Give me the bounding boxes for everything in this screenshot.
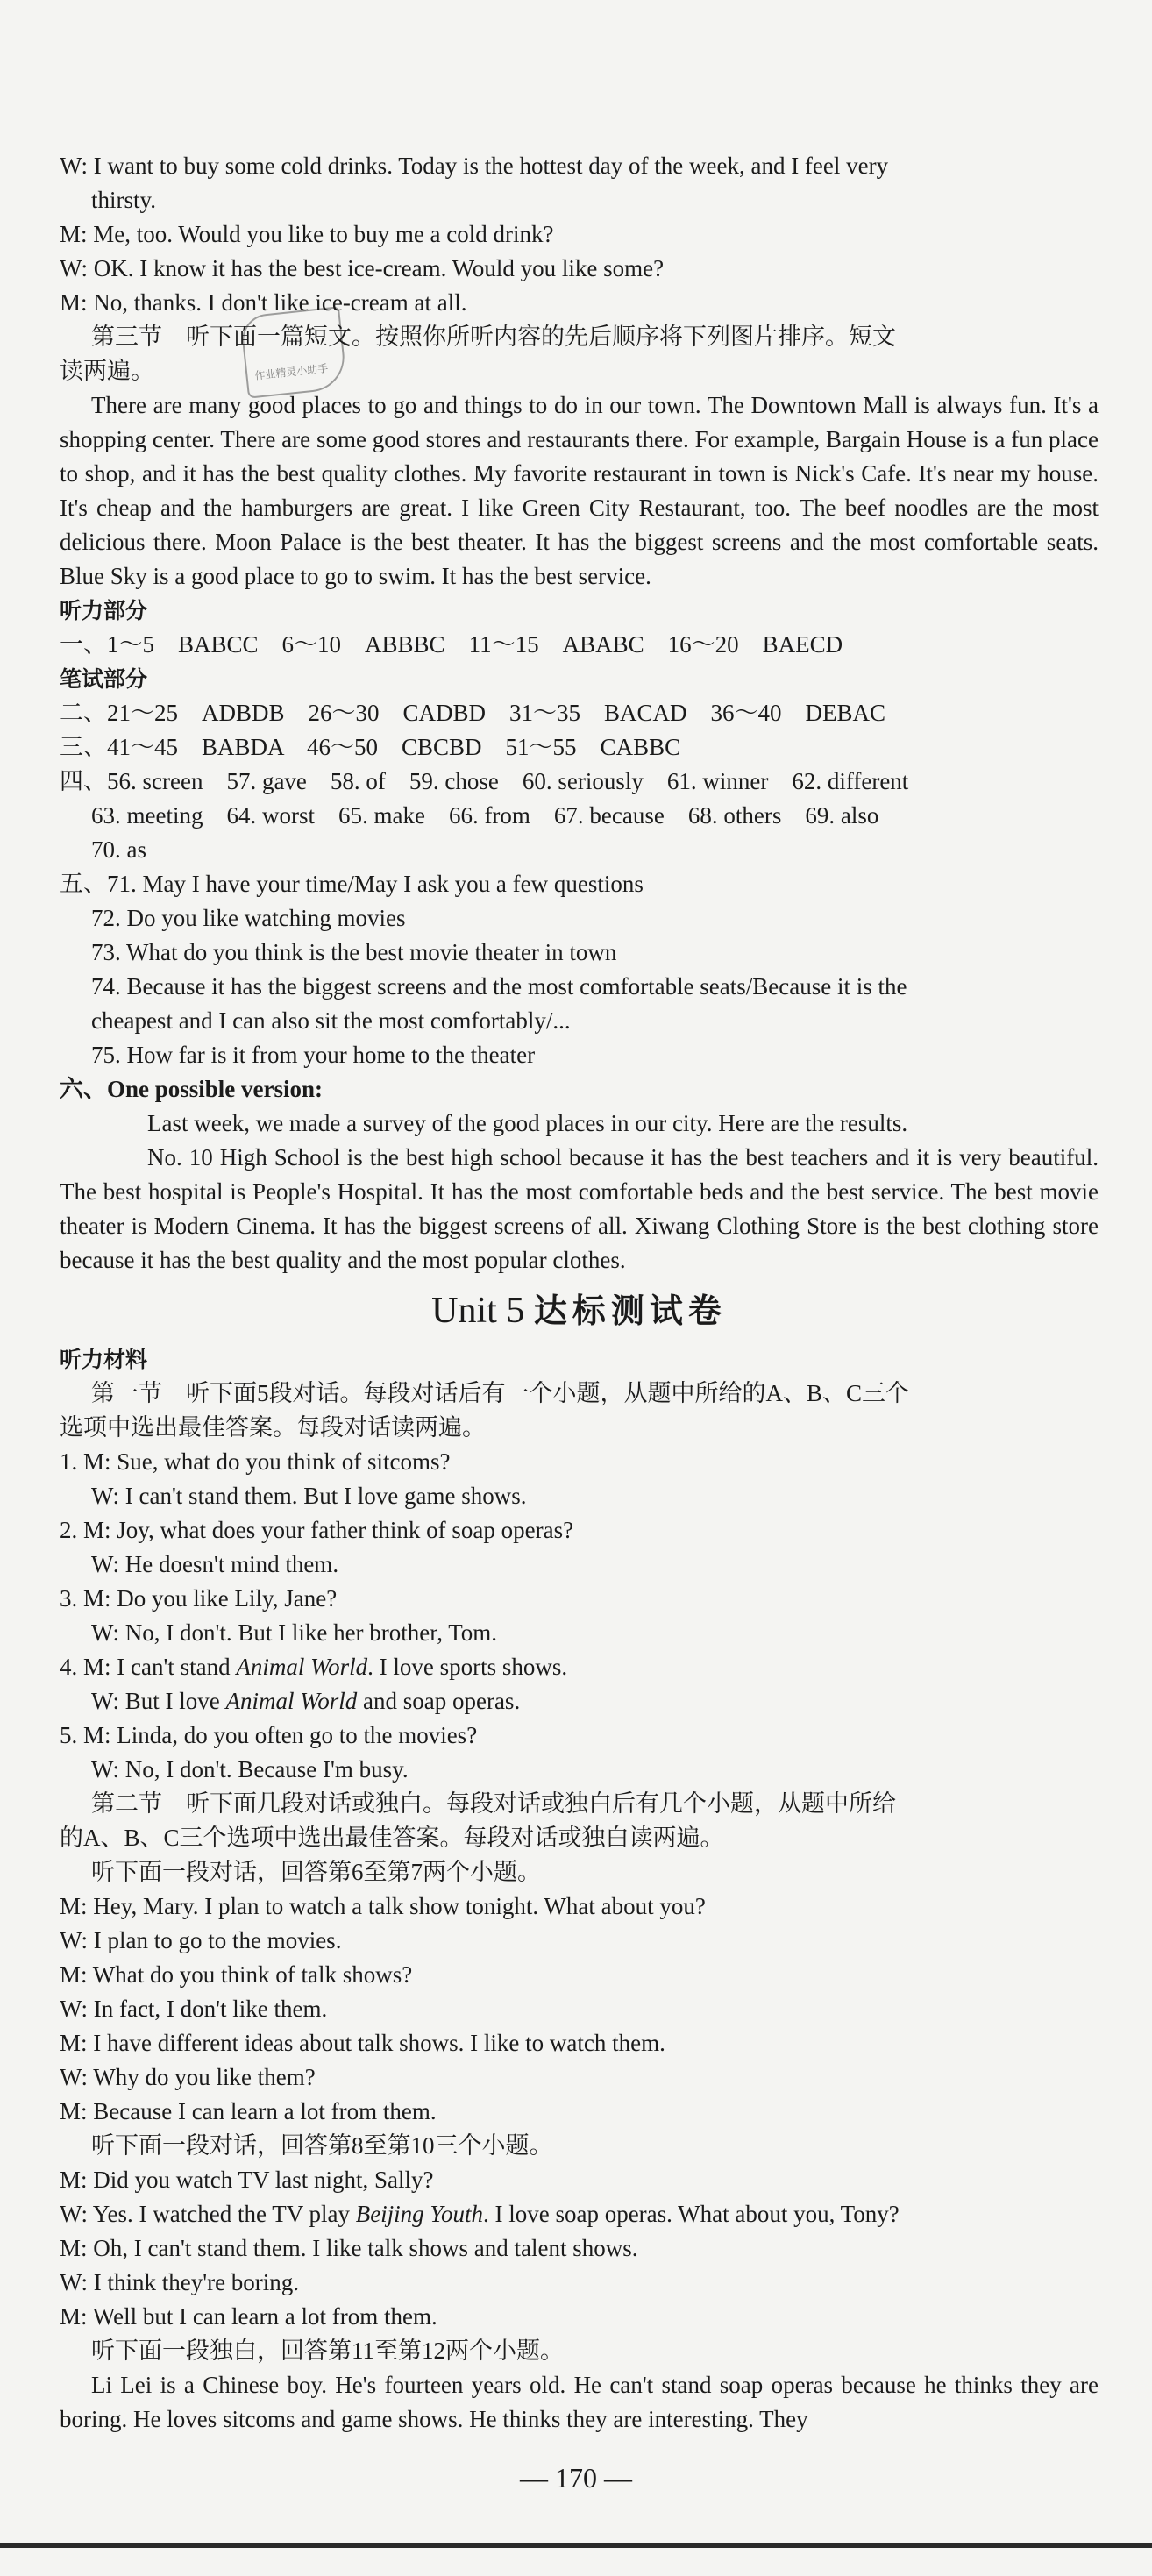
dialogue-line: [60, 1684, 1099, 1719]
section-intro: 第二节 听下面几段对话或独白。每段对话或独白后有几个小题，从题中所给: [91, 1790, 896, 1817]
answer-row: 73. What do you think is the best movie theater in town: [91, 939, 617, 965]
dialogue-line: W: Why do you like them?: [60, 2064, 316, 2090]
dialogue-line: M: Hey, Mary. I plan to watch a talk show tonight. What about you?: [60, 1893, 706, 1919]
answer-row: 四、56. screen 57. gave 58. of 59. chose 60. seriously 61. winner 62. different: [60, 768, 909, 794]
dialogue-line: W: In fact, I don't like them.: [60, 1996, 328, 2022]
answer-row: 五、71. May I have your time/May I ask you a few questions: [60, 871, 644, 897]
section-intro: 第一节 听下面5段对话。每段对话后有一个小题，从题中所给的A、B、C三个: [91, 1380, 910, 1406]
dialogue-line: W: I want to buy some cold drinks. Today is the hottest day of the week, and I feel very: [60, 153, 889, 179]
section-intro: 第三节 听下面一篇短文。按照你所听内容的先后顺序将下列图片排序。短文: [91, 324, 896, 350]
dialogue-line: M: No, thanks. I don't like ice-cream at all.: [60, 289, 467, 316]
writing-heading: 笔试部分: [60, 666, 148, 692]
dialogue-line: M: Well but I can learn a lot from them.: [60, 2303, 437, 2330]
dialogue-line: 2. M: Joy, what does your father think of soap operas?: [60, 1517, 574, 1543]
dialogue-line: M: Me, too. Would you like to buy me a cold drink?: [60, 221, 554, 247]
text-segment: W: But I love: [91, 1688, 226, 1714]
question-instruction: 听下面一段独白，回答第11至第12两个小题。: [91, 2338, 564, 2364]
question-instruction: 听下面一段对话，回答第8至第10三个小题。: [91, 2132, 553, 2159]
dialogue-line: thirsty.: [91, 187, 156, 213]
dialogue-line: W: I think they're boring.: [60, 2269, 300, 2295]
answer-row: 一、1～5 BABCC 6～10 ABBBC 11～15 ABABC 16～20 BAECD: [60, 631, 843, 658]
dialogue-line: M: I have different ideas about talk shows. I like to watch them.: [60, 2030, 665, 2056]
section-intro: 读两遍。: [60, 358, 154, 384]
italic-title: Animal World: [225, 1688, 358, 1714]
section-intro: 选项中选出最佳答案。每段对话读两遍。: [60, 1414, 486, 1441]
section-intro: 的A、B、C三个选项中选出最佳答案。每段对话或独白读两遍。: [60, 1825, 724, 1851]
dialogue-line: M: Because I can learn a lot from them.: [60, 2098, 437, 2124]
answer-row: 70. as: [91, 836, 146, 863]
answer-row: 63. meeting 64. worst 65. make 66. from 67. because 68. others 69. also: [91, 802, 879, 829]
answer-row: 72. Do you like watching movies: [91, 905, 406, 931]
answer-row: cheapest and I can also sit the most comfortably/...: [91, 1007, 571, 1034]
unit-title-en: Unit 5: [431, 1291, 525, 1331]
essay-paragraph: No. 10 High School is the best high school because it has the best teachers and it is very beautiful. The best hospital is People's Hospital. It has the most comfortable beds and the best service. The best movie theater is Modern Cinema. It has the biggest screens of all. Xiwang Clothing Store is the best clothing store because it has the best quality and the most popular clothes.: [60, 1144, 1099, 1273]
dialogue-line: W: I can't stand them. But I love game shows.: [91, 1483, 527, 1509]
dialogue-line: 5. M: Linda, do you often go to the movies?: [60, 1722, 478, 1748]
essay-label: 六、One possible version:: [60, 1076, 324, 1102]
dialogue-line: W: No, I don't. Because I'm busy.: [91, 1756, 409, 1783]
dialogue-line: M: Did you watch TV last night, Sally?: [60, 2167, 434, 2193]
text-segment: and soap operas.: [357, 1688, 521, 1714]
page-number: — 170 —: [520, 2462, 632, 2494]
dialogue-line: [60, 1650, 1099, 1684]
dialogue-line: M: Oh, I can't stand them. I like talk shows and talent shows.: [60, 2235, 638, 2261]
italic-title: Animal World: [236, 1654, 368, 1680]
answer-row: 三、41～45 BABDA 46～50 CBCBD 51～55 CABBC: [60, 734, 681, 760]
answer-row: 75. How far is it from your home to the theater: [91, 1042, 536, 1068]
italic-title: Beijing Youth: [355, 2201, 483, 2227]
dialogue-line: 3. M: Do you like Lily, Jane?: [60, 1585, 338, 1612]
unit-title: [60, 1283, 1099, 1339]
page-content: [60, 149, 1099, 2437]
listening-material-heading: 听力材料: [60, 1347, 148, 1372]
monologue: Li Lei is a Chinese boy. He's fourteen years old. He can't stand soap operas because he thinks they are boring. He loves sitcoms and game shows. He thinks they are interesting. They: [60, 2372, 1099, 2432]
answer-row: 74. Because it has the biggest screens and the most comfortable seats/Because it is the: [91, 973, 907, 1000]
essay-line: Last week, we made a survey of the good places in our city. Here are the results.: [147, 1110, 908, 1136]
dialogue-line: W: No, I don't. But I like her brother, Tom.: [91, 1619, 498, 1646]
text-segment: . I love soap operas. What about you, Tony?: [482, 2201, 900, 2227]
dialogue-line: 1. M: Sue, what do you think of sitcoms?: [60, 1448, 451, 1475]
text-segment: W: Yes. I watched the TV play: [60, 2201, 356, 2227]
listening-heading: 听力部分: [60, 598, 148, 623]
question-instruction: 听下面一段对话，回答第6至第7两个小题。: [91, 1859, 541, 1885]
stamp-text: 作业精灵小助手: [253, 362, 329, 382]
text-segment: 4. M: I can't stand: [60, 1654, 237, 1680]
answer-row: 二、21～25 ADBDB 26～30 CADBD 31～35 BACAD 36～40 DEBAC: [60, 700, 886, 726]
text-segment: . I love sports shows.: [367, 1654, 568, 1680]
dialogue-line: M: What do you think of talk shows?: [60, 1961, 413, 1988]
dialogue-line: W: I plan to go to the movies.: [60, 1927, 342, 1953]
unit-title-cn: 达标测试卷: [533, 1292, 727, 1330]
dialogue-line: [60, 2197, 1099, 2231]
dialogue-line: W: He doesn't mind them.: [91, 1551, 339, 1577]
dialogue-line: W: OK. I know it has the best ice-cream. Would you like some?: [60, 255, 665, 281]
passage: There are many good places to go and things to do in our town. The Downtown Mall is always fun. It's a shopping center. There are some good stores and restaurants there. For example, Bargain House is a fun place to shop, and it has the best quality clothes. My favorite restaurant in town is Nick's Cafe. It's near my house. It's cheap and the hamburgers are great. I like Green City Restaurant, too. The beef noodles are the most delicious there. Moon Palace is the best theater. It has the biggest screens and the most comfortable seats. Blue Sky is a good place to go to swim. It has the best service.: [60, 392, 1099, 589]
bottom-rule: [0, 2543, 1152, 2548]
